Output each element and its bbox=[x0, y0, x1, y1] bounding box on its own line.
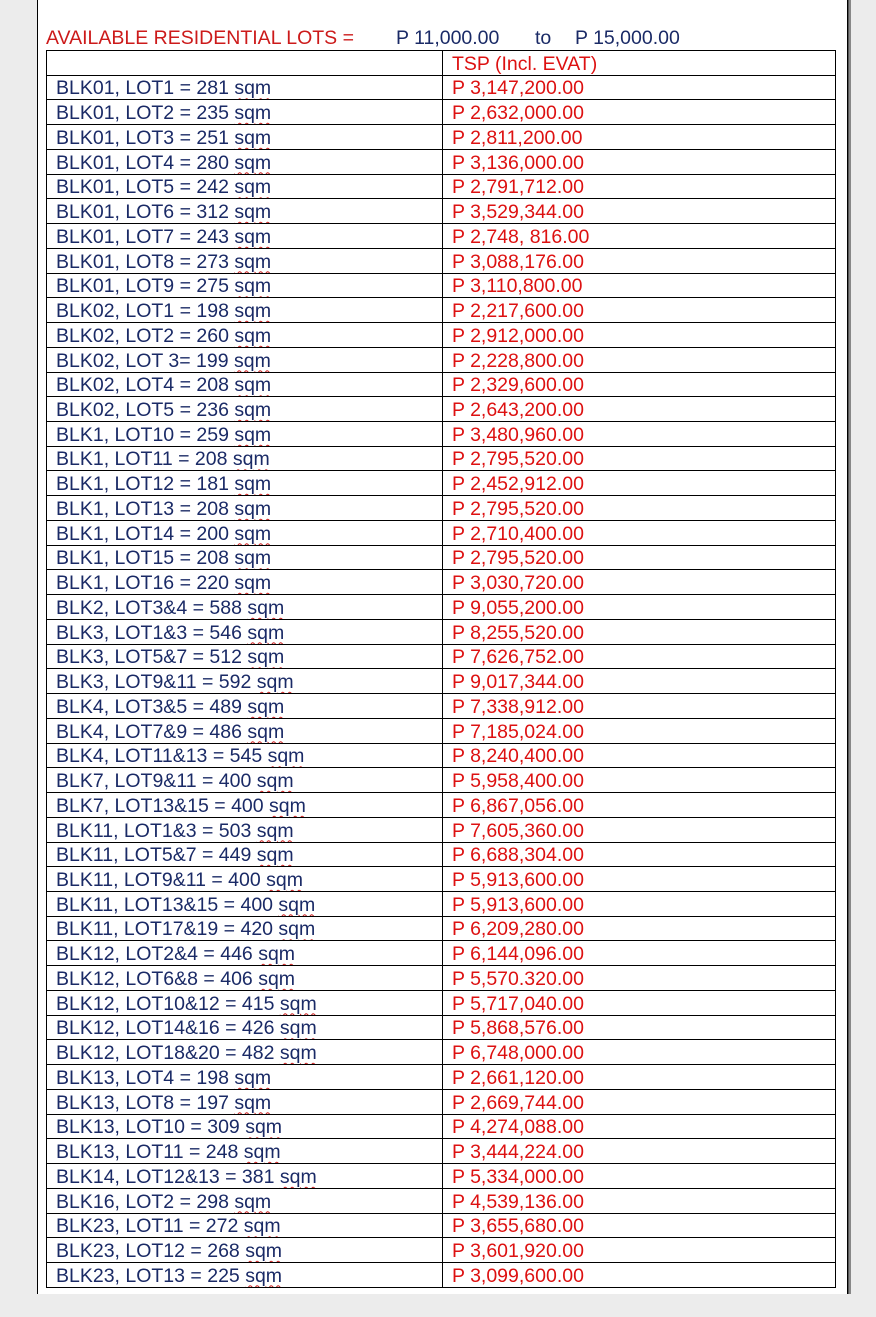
lot-cell bbox=[47, 125, 443, 150]
lot-description: BLK01, LOT9 = 275 bbox=[56, 275, 235, 298]
price-cell: P 2,228,800.00 bbox=[443, 347, 836, 372]
lots-table bbox=[46, 50, 836, 1288]
lot-cell bbox=[47, 619, 443, 644]
lot-cell bbox=[47, 422, 443, 447]
price-cell: P 5,570.320.00 bbox=[443, 966, 836, 991]
lot-description: BLK01, LOT3 = 251 bbox=[56, 126, 235, 149]
price-cell: P 2,329,600.00 bbox=[443, 372, 836, 397]
lot-description: BLK02, LOT2 = 260 bbox=[56, 324, 235, 347]
lot-description: BLK01, LOT2 = 235 bbox=[56, 102, 235, 125]
area-unit: sqm bbox=[234, 324, 272, 347]
lot-description: BLK1, LOT11 = 208 bbox=[56, 448, 233, 471]
price-cell: P 6,144,096.00 bbox=[443, 941, 836, 966]
area-unit: sqm bbox=[278, 893, 316, 916]
lot-cell bbox=[47, 1164, 443, 1189]
area-unit: sqm bbox=[256, 819, 294, 842]
area-unit: sqm bbox=[234, 201, 272, 224]
table-row bbox=[47, 694, 836, 719]
table-row bbox=[47, 1188, 836, 1213]
lot-cell bbox=[47, 224, 443, 249]
heading-label: AVAILABLE RESIDENTIAL LOTS = bbox=[46, 27, 354, 49]
table-row bbox=[47, 990, 836, 1015]
price-cell: P 2,748, 816.00 bbox=[443, 224, 836, 249]
area-unit: sqm bbox=[247, 621, 285, 644]
area-unit: sqm bbox=[234, 1066, 272, 1089]
lot-description: BLK7, LOT13&15 = 400 bbox=[56, 794, 270, 817]
lot-cell bbox=[47, 372, 443, 397]
area-unit: sqm bbox=[234, 126, 272, 149]
lot-cell bbox=[47, 867, 443, 892]
table-row bbox=[47, 1262, 836, 1287]
lot-cell bbox=[47, 669, 443, 694]
table-row bbox=[47, 298, 836, 323]
table-row bbox=[47, 422, 836, 447]
lot-description: BLK01, LOT7 = 243 bbox=[56, 225, 235, 248]
lot-cell bbox=[47, 248, 443, 273]
lot-cell bbox=[47, 842, 443, 867]
area-unit: sqm bbox=[234, 1091, 272, 1114]
price-range-from: P 11,000.00 bbox=[396, 27, 500, 49]
lot-cell bbox=[47, 916, 443, 941]
table-row bbox=[47, 1065, 836, 1090]
table-row bbox=[47, 842, 836, 867]
price-cell: P 2,912,000.00 bbox=[443, 323, 836, 348]
price-cell: P 8,255,520.00 bbox=[443, 619, 836, 644]
table-row bbox=[47, 1213, 836, 1238]
table-row bbox=[47, 224, 836, 249]
lot-description: BLK12, LOT14&16 = 426 bbox=[56, 1017, 280, 1040]
table-row bbox=[47, 1089, 836, 1114]
lot-description: BLK12, LOT6&8 = 406 bbox=[56, 967, 259, 990]
lot-cell bbox=[47, 520, 443, 545]
area-unit: sqm bbox=[258, 943, 296, 966]
lot-cell bbox=[47, 694, 443, 719]
price-cell: P 7,626,752.00 bbox=[443, 644, 836, 669]
lot-description: BLK12, LOT10&12 = 415 bbox=[56, 992, 280, 1015]
lot-description: BLK02, LOT 3= 199 bbox=[56, 349, 234, 372]
lot-description: BLK01, LOT4 = 280 bbox=[56, 151, 235, 174]
price-cell: P 5,334,000.00 bbox=[443, 1164, 836, 1189]
lot-description: BLK02, LOT1 = 198 bbox=[56, 300, 235, 323]
lot-cell bbox=[47, 347, 443, 372]
table-row bbox=[47, 1040, 836, 1065]
lot-description: BLK02, LOT4 = 208 bbox=[56, 374, 235, 397]
lot-cell bbox=[47, 298, 443, 323]
lot-cell bbox=[47, 644, 443, 669]
area-unit: sqm bbox=[234, 497, 272, 520]
lot-cell bbox=[47, 891, 443, 916]
price-cell: P 5,717,040.00 bbox=[443, 990, 836, 1015]
price-cell: P 2,795,520.00 bbox=[443, 545, 836, 570]
lot-description: BLK01, LOT8 = 273 bbox=[56, 250, 235, 273]
price-cell: P 3,088,176.00 bbox=[443, 248, 836, 273]
table-row bbox=[47, 595, 836, 620]
lot-description: BLK02, LOT5 = 236 bbox=[56, 399, 235, 422]
price-cell: P 3,110,800.00 bbox=[443, 273, 836, 298]
lot-description: BLK11, LOT5&7 = 449 bbox=[56, 844, 257, 867]
lot-cell bbox=[47, 1015, 443, 1040]
price-cell: P 2,661,120.00 bbox=[443, 1065, 836, 1090]
area-unit: sqm bbox=[245, 1264, 283, 1287]
lot-description: BLK11, LOT13&15 = 400 bbox=[56, 893, 279, 916]
area-unit: sqm bbox=[247, 596, 285, 619]
price-cell: P 7,338,912.00 bbox=[443, 694, 836, 719]
table-row bbox=[47, 545, 836, 570]
price-cell: P 4,274,088.00 bbox=[443, 1114, 836, 1139]
lot-cell bbox=[47, 768, 443, 793]
area-unit: sqm bbox=[234, 250, 272, 273]
area-unit: sqm bbox=[234, 572, 272, 595]
price-cell: P 3,655,680.00 bbox=[443, 1213, 836, 1238]
area-unit: sqm bbox=[243, 1215, 281, 1238]
lot-description: BLK2, LOT3&4 = 588 bbox=[56, 596, 248, 619]
table-row bbox=[47, 570, 836, 595]
area-unit: sqm bbox=[247, 720, 285, 743]
table-row bbox=[47, 372, 836, 397]
area-unit: sqm bbox=[279, 1017, 317, 1040]
lot-cell bbox=[47, 966, 443, 991]
table-row bbox=[47, 446, 836, 471]
lot-description: BLK1, LOT14 = 200 bbox=[56, 522, 235, 545]
lot-description: BLK4, LOT7&9 = 486 bbox=[56, 720, 248, 743]
area-unit: sqm bbox=[258, 967, 296, 990]
table-row bbox=[47, 248, 836, 273]
price-cell: P 6,688,304.00 bbox=[443, 842, 836, 867]
price-cell: P 6,748,000.00 bbox=[443, 1040, 836, 1065]
lot-description: BLK12, LOT18&20 = 482 bbox=[56, 1042, 280, 1065]
lot-description: BLK1, LOT16 = 220 bbox=[56, 572, 235, 595]
lot-description: BLK23, LOT11 = 272 bbox=[56, 1215, 244, 1238]
lot-description: BLK23, LOT13 = 225 bbox=[56, 1264, 246, 1287]
area-unit: sqm bbox=[266, 868, 303, 891]
lot-cell bbox=[47, 718, 443, 743]
price-cell: P 2,217,600.00 bbox=[443, 298, 836, 323]
lot-cell bbox=[47, 1188, 443, 1213]
price-range-to-word: to bbox=[535, 27, 552, 49]
lot-cell bbox=[47, 743, 443, 768]
lot-description: BLK3, LOT1&3 = 546 bbox=[56, 621, 248, 644]
area-unit: sqm bbox=[279, 1165, 317, 1188]
price-cell: P 3,099,600.00 bbox=[443, 1262, 836, 1287]
area-unit: sqm bbox=[245, 1239, 283, 1262]
lot-cell bbox=[47, 1040, 443, 1065]
lot-cell bbox=[47, 570, 443, 595]
area-unit: sqm bbox=[234, 151, 272, 174]
area-unit: sqm bbox=[234, 547, 272, 570]
area-unit: sqm bbox=[269, 794, 306, 817]
area-unit: sqm bbox=[234, 423, 272, 446]
table-row bbox=[47, 1139, 836, 1164]
price-cell: P 2,811,200.00 bbox=[443, 125, 836, 150]
table-row bbox=[47, 817, 836, 842]
price-cell: P 3,601,920.00 bbox=[443, 1238, 836, 1263]
area-unit: sqm bbox=[234, 522, 272, 545]
price-cell: P 2,669,744.00 bbox=[443, 1089, 836, 1114]
lot-cell bbox=[47, 1089, 443, 1114]
lot-cell bbox=[47, 1139, 443, 1164]
table-row bbox=[47, 916, 836, 941]
price-cell: P 7,605,360.00 bbox=[443, 817, 836, 842]
area-unit: sqm bbox=[256, 770, 294, 793]
lot-cell bbox=[47, 75, 443, 100]
area-unit: sqm bbox=[256, 844, 294, 867]
lot-cell bbox=[47, 1213, 443, 1238]
lot-description: BLK7, LOT9&11 = 400 bbox=[56, 770, 257, 793]
price-cell: P 6,867,056.00 bbox=[443, 793, 836, 818]
price-cell: P 5,913,600.00 bbox=[443, 891, 836, 916]
area-unit: sqm bbox=[279, 992, 317, 1015]
price-cell: P 3,444,224.00 bbox=[443, 1139, 836, 1164]
lot-cell bbox=[47, 1065, 443, 1090]
area-unit: sqm bbox=[234, 300, 272, 323]
table-row bbox=[47, 743, 836, 768]
lot-description: BLK13, LOT8 = 197 bbox=[56, 1091, 235, 1114]
lot-description: BLK01, LOT6 = 312 bbox=[56, 201, 235, 224]
area-unit: sqm bbox=[234, 275, 272, 298]
page-heading bbox=[46, 26, 846, 50]
table-row bbox=[47, 397, 836, 422]
table-row bbox=[47, 520, 836, 545]
price-cell: P 3,030,720.00 bbox=[443, 570, 836, 595]
lot-description: BLK4, LOT11&13 = 545 bbox=[56, 745, 268, 768]
price-cell: P 5,868,576.00 bbox=[443, 1015, 836, 1040]
price-cell: P 2,632,000.00 bbox=[443, 100, 836, 125]
lot-description: BLK3, LOT5&7 = 512 bbox=[56, 646, 248, 669]
lot-cell bbox=[47, 793, 443, 818]
table-row bbox=[47, 669, 836, 694]
price-cell: P 5,913,600.00 bbox=[443, 867, 836, 892]
table-row bbox=[47, 100, 836, 125]
table-row bbox=[47, 323, 836, 348]
price-cell: P 2,791,712.00 bbox=[443, 174, 836, 199]
price-cell: P 3,136,000.00 bbox=[443, 149, 836, 174]
price-cell: P 2,452,912.00 bbox=[443, 471, 836, 496]
area-unit: sqm bbox=[243, 1141, 281, 1164]
lot-cell bbox=[47, 149, 443, 174]
lot-cell bbox=[47, 446, 443, 471]
area-unit: sqm bbox=[234, 399, 272, 422]
lot-description: BLK13, LOT10 = 309 bbox=[56, 1116, 246, 1139]
lot-cell bbox=[47, 1262, 443, 1287]
price-cell: P 8,240,400.00 bbox=[443, 743, 836, 768]
lot-description: BLK1, LOT13 = 208 bbox=[56, 497, 235, 520]
lot-cell bbox=[47, 100, 443, 125]
table-row bbox=[47, 644, 836, 669]
area-unit: sqm bbox=[256, 671, 294, 694]
area-unit: sqm bbox=[234, 102, 272, 125]
price-cell: P 7,185,024.00 bbox=[443, 718, 836, 743]
price-cell: P 2,643,200.00 bbox=[443, 397, 836, 422]
lot-description: BLK13, LOT4 = 198 bbox=[56, 1066, 235, 1089]
area-unit: sqm bbox=[247, 646, 285, 669]
table-row bbox=[47, 1238, 836, 1263]
table-row bbox=[47, 619, 836, 644]
lot-cell bbox=[47, 817, 443, 842]
table-row bbox=[47, 793, 836, 818]
lot-description: BLK13, LOT11 = 248 bbox=[56, 1141, 244, 1164]
lot-cell bbox=[47, 323, 443, 348]
area-unit: sqm bbox=[232, 448, 270, 471]
area-unit: sqm bbox=[234, 473, 272, 496]
table-row bbox=[47, 496, 836, 521]
lot-description: BLK12, LOT2&4 = 446 bbox=[56, 943, 259, 966]
price-cell: P 2,710,400.00 bbox=[443, 520, 836, 545]
price-cell: P 3,147,200.00 bbox=[443, 75, 836, 100]
price-cell: P 4,539,136.00 bbox=[443, 1188, 836, 1213]
table-row bbox=[47, 718, 836, 743]
price-column-header: TSP (Incl. EVAT) bbox=[443, 51, 836, 76]
table-row bbox=[47, 347, 836, 372]
price-cell: P 3,529,344.00 bbox=[443, 199, 836, 224]
lot-cell bbox=[47, 174, 443, 199]
lot-cell bbox=[47, 496, 443, 521]
lot-description: BLK11, LOT9&11 = 400 bbox=[56, 868, 267, 891]
lot-description: BLK1, LOT12 = 181 bbox=[56, 473, 235, 496]
area-unit: sqm bbox=[267, 745, 305, 768]
lot-description: BLK16, LOT2 = 298 bbox=[56, 1190, 235, 1213]
lot-description: BLK4, LOT3&5 = 489 bbox=[56, 695, 248, 718]
lot-cell bbox=[47, 471, 443, 496]
area-unit: sqm bbox=[234, 1190, 272, 1213]
table-row bbox=[47, 867, 836, 892]
lot-cell bbox=[47, 990, 443, 1015]
lot-description: BLK14, LOT12&13 = 381 bbox=[56, 1165, 280, 1188]
table-row bbox=[47, 75, 836, 100]
lot-description: BLK01, LOT5 = 242 bbox=[56, 176, 235, 199]
table-row bbox=[47, 768, 836, 793]
lot-cell bbox=[47, 545, 443, 570]
lot-description: BLK11, LOT17&19 = 420 bbox=[56, 918, 279, 941]
area-unit: sqm bbox=[234, 374, 272, 397]
lot-cell bbox=[47, 397, 443, 422]
lot-cell bbox=[47, 595, 443, 620]
area-unit: sqm bbox=[245, 1116, 283, 1139]
area-unit: sqm bbox=[234, 77, 272, 100]
table-row bbox=[47, 471, 836, 496]
lot-description: BLK1, LOT15 = 208 bbox=[56, 547, 235, 570]
price-cell: P 2,795,520.00 bbox=[443, 446, 836, 471]
price-cell: P 6,209,280.00 bbox=[443, 916, 836, 941]
table-row bbox=[47, 149, 836, 174]
area-unit: sqm bbox=[278, 918, 316, 941]
table-row bbox=[47, 891, 836, 916]
lot-description: BLK11, LOT1&3 = 503 bbox=[56, 819, 257, 842]
lot-cell bbox=[47, 273, 443, 298]
lot-description: BLK01, LOT1 = 281 bbox=[56, 77, 235, 100]
table-row bbox=[47, 1015, 836, 1040]
table-row bbox=[47, 174, 836, 199]
table-row bbox=[47, 941, 836, 966]
area-unit: sqm bbox=[234, 225, 272, 248]
price-cell: P 2,795,520.00 bbox=[443, 496, 836, 521]
price-cell: P 9,017,344.00 bbox=[443, 669, 836, 694]
price-cell: P 3,480,960.00 bbox=[443, 422, 836, 447]
price-cell: P 5,958,400.00 bbox=[443, 768, 836, 793]
table-row bbox=[47, 125, 836, 150]
lot-cell bbox=[47, 199, 443, 224]
area-unit: sqm bbox=[279, 1042, 317, 1065]
lot-description: BLK3, LOT9&11 = 592 bbox=[56, 671, 257, 694]
lot-description: BLK23, LOT12 = 268 bbox=[56, 1239, 246, 1262]
table-row bbox=[47, 1114, 836, 1139]
area-unit: sqm bbox=[234, 176, 272, 199]
lot-cell bbox=[47, 1238, 443, 1263]
area-unit: sqm bbox=[247, 695, 285, 718]
price-cell: P 9,055,200.00 bbox=[443, 595, 836, 620]
lot-cell bbox=[47, 941, 443, 966]
lot-cell bbox=[47, 1114, 443, 1139]
price-range-to: P 15,000.00 bbox=[575, 27, 680, 49]
lot-description: BLK1, LOT10 = 259 bbox=[56, 423, 235, 446]
table-row bbox=[47, 273, 836, 298]
table-row bbox=[47, 1164, 836, 1189]
area-unit: sqm bbox=[233, 349, 271, 372]
table-row bbox=[47, 966, 836, 991]
table-row bbox=[47, 199, 836, 224]
table-header-row bbox=[47, 51, 836, 76]
lot-column-header bbox=[47, 51, 443, 76]
